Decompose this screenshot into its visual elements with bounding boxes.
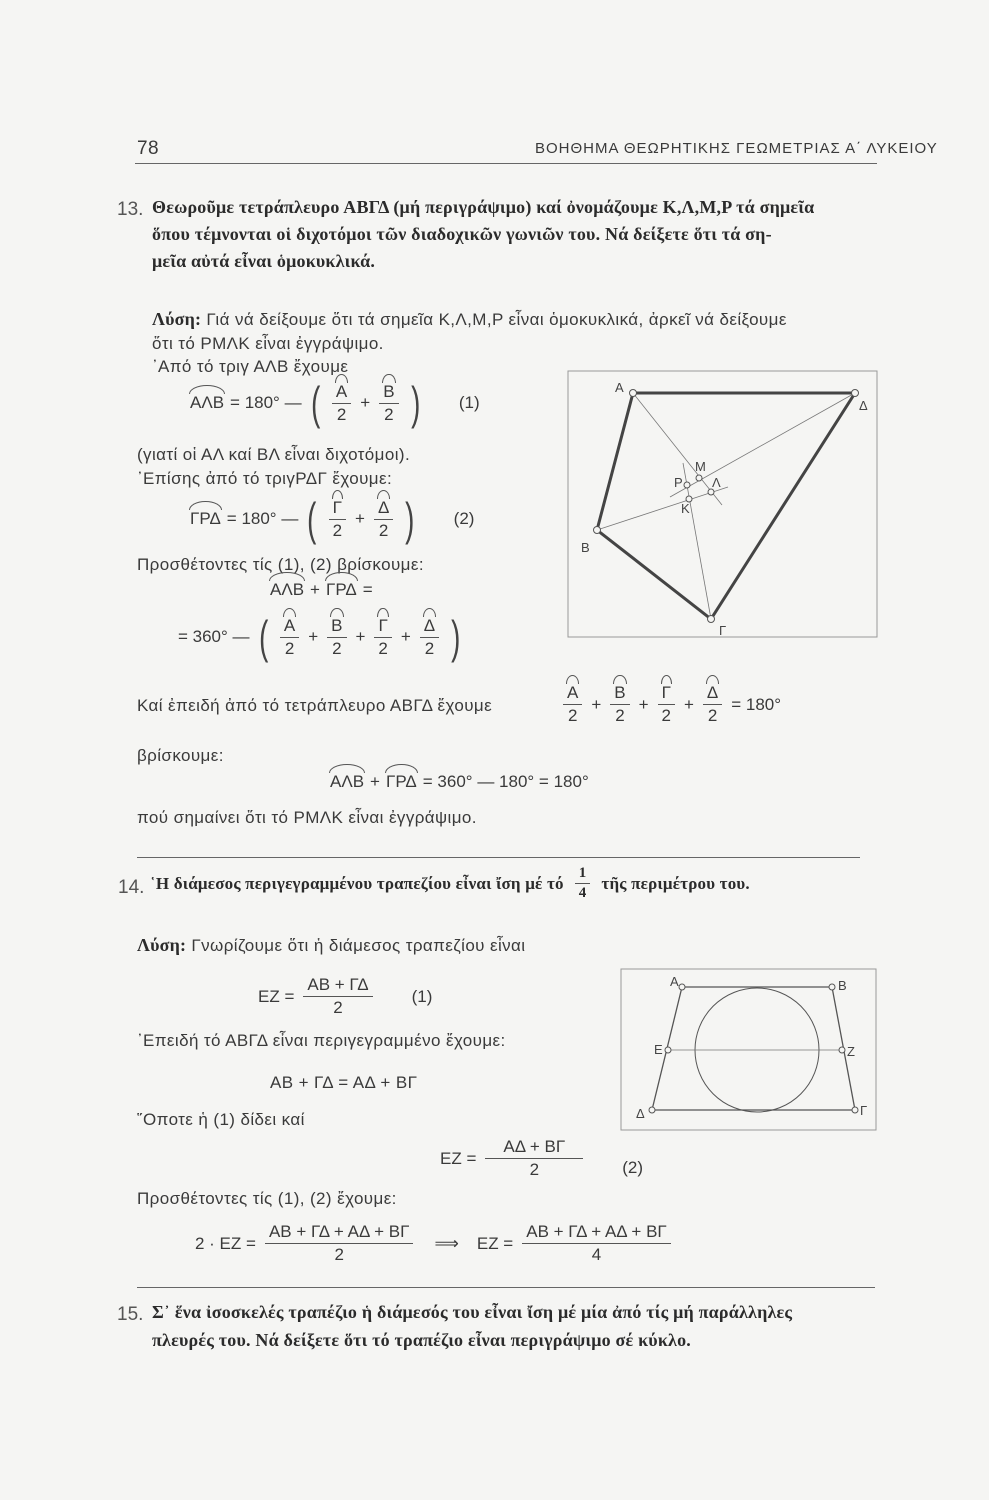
solution-line: ᾿Από τό τριγ ΑΛΒ ἔχουμε [152,357,349,376]
solution-line: Προσθέτοντες τίς (1), (2) ἔχουμε: [137,1189,397,1208]
label-Z: Ζ [847,1044,855,1059]
equation-4 [560,683,781,726]
statement-text: ῾Η διάμεσος περιγεγραμμένου τραπεζίου εἶναι ἴση μέ τό [150,873,564,893]
operator: + [683,694,694,714]
equation-3a [270,580,373,600]
eq-text: = 180° — [226,509,299,528]
eq-text: ΕΖ = [476,1233,514,1253]
label-A: Α [670,974,679,989]
angle: Δ [423,615,436,635]
denominator: 2 [378,520,389,540]
denominator: 2 [707,706,718,725]
denominator: 2 [284,638,295,658]
label-M: Μ [695,459,706,474]
angle: Β [383,381,395,401]
solution-text: Γιά νά δείξουμε ὅτι τά σημεῖα Κ,Λ,Μ,Ρ εἶναι ὁμοκυκλικά, ἀρκεῖ νά δείξουμε [206,310,787,329]
numerator: ΑΔ + ΒΓ [485,1137,583,1159]
operator: + [308,627,319,646]
problem-statement-line: ὅπου τέμνονται οἱ διχοτόμοι τῶν διαδοχικῶν γωνιῶν του. Νά δείξετε ὅτι τά ση- [152,224,772,244]
denominator: 4 [578,885,587,901]
problem-statement-line: μεῖα αὐτά εἶναι ὁμοκυκλικά. [152,251,376,271]
header-rule [135,163,877,164]
solution-text: Γνωρίζουμε ὅτι ἡ διάμεσος τραπεζίου εἶναι [191,936,526,955]
solution-line: ᾿Επίσης ἀπό τό τριγΡΔΓ ἔχουμε: [137,469,393,488]
label-P: Ρ [674,475,683,490]
angle: Δ [706,683,719,702]
eq-text: = 180° — [230,393,302,412]
label-E: Ε [654,1042,663,1057]
label-L: Λ [712,475,721,490]
denominator: 2 [661,706,671,725]
label-G: Γ [719,623,727,638]
eq-text: 2 · ΕΖ = [195,1233,256,1253]
equation-tag: (2) [453,509,475,528]
solution-label: Λύση: [152,309,202,329]
statement-text: τῆς περιμέτρου του. [601,873,750,893]
denominator: 4 [591,1245,602,1264]
page-number: 78 [137,138,159,159]
numerator: ΑΒ + ΓΔ + ΑΔ + ΒΓ [522,1222,671,1244]
angle: ΑΛΒ [330,772,365,791]
numerator: 1 [575,865,591,884]
operator: + [355,509,365,528]
equation-tag: (1) [458,393,480,412]
problem-statement [150,865,750,902]
operator: + [355,627,366,646]
label-B: Β [581,540,590,555]
equation-4 [195,1222,674,1265]
denominator: 2 [384,404,394,424]
solution-line: Καί ἐπειδή ἀπό τό τετράπλευρο ΑΒΓΔ ἔχουμε [137,696,493,715]
angle: ΑΛΒ [190,393,225,412]
equation-1: ΑΛΒ = 180° — ( Α 2 + $\frac{B}{2}$ ) (1) [190,377,480,429]
problem-statement-line: πλευρές του. Νά δείξετε ὅτι τό τραπέζιο εἶναι περιγράψιμο σέ κύκλο. [152,1330,691,1350]
angle: ΓΡΔ [190,509,221,528]
denominator: 2 [334,1245,344,1264]
solution-label: Λύση: [137,935,187,955]
angle: Α [335,381,348,401]
denominator: 2 [336,404,347,424]
denominator: 2 [615,706,625,725]
problem-statement-line: Θεωροῦμε τετράπλευρο ΑΒΓΔ (μή περιγράψιμο) καί ὀνομάζουμε Κ,Λ,Μ,Ρ τά σημεῖα [152,197,815,217]
label-D: Δ [859,398,868,413]
angle: Γ [332,497,343,517]
section-rule [137,857,860,858]
problem-number: 15. [117,1304,144,1325]
implies-arrow: ⟹ [434,1233,459,1253]
numerator: ΑΒ + ΓΔ [303,975,372,997]
section-rule [137,1287,875,1288]
eq-text: ΕΖ = [440,1148,477,1168]
label-A: Α [615,380,624,395]
denominator: 2 [333,998,343,1017]
equation-5 [330,772,589,792]
angle: Δ [377,497,390,517]
solution-line: πού σημαίνει ὅτι τό ΡΜΛΚ εἶναι ἐγγράψιμο. [137,808,477,827]
solution-line: βρίσκουμε: [137,746,224,765]
denominator: 2 [378,638,388,658]
solution-line [152,309,787,330]
label-K: Κ [681,501,690,516]
angle: Α [283,615,296,635]
operator: + [310,580,320,599]
problem-number: 14. [118,877,145,898]
equation-2: ΓΡΔ = 180° — ( Γ 2 + $\frac{\Delta}{2}$ ) (2) [190,493,475,545]
operator: = [362,580,373,599]
equation-3 [440,1137,643,1180]
operator: + [591,694,602,714]
denominator: 2 [567,706,578,725]
angle: Γ [378,615,388,635]
operator: + [638,694,649,714]
solution-line [137,935,525,956]
solution-line: ὅτι τό ΡΜΛΚ εἶναι ἐγγράψιμο. [152,334,384,353]
eq-text: = 360° — 180° = 180° [422,772,589,791]
denominator: 2 [332,520,343,540]
operator: + [360,393,371,412]
equation-2: ΑΒ + ΓΔ = ΑΔ + ΒΓ [270,1073,418,1092]
angle: Β [331,615,343,635]
eq-text: = 180° [731,694,782,714]
solution-line: Προσθέτοντες τίς (1), (2) βρίσκουμε: [137,555,424,574]
label-B: Β [838,978,847,993]
eq-text: ΕΖ = [258,986,295,1006]
equation-tag: (1) [411,986,433,1006]
angle: Α [567,683,579,702]
denominator: 2 [529,1160,540,1179]
numerator: ΑΒ + ΓΔ + ΑΔ + ΒΓ [265,1222,414,1244]
operator: + [370,772,380,791]
equation-1 [258,975,432,1018]
equation-tag: (2) [622,1157,643,1177]
equation-3b: = 360° — ( Α 2 + $\frac{B}{2}$ + $\frac{\Gamma}{2}$ + $\frac{\Delta}{2}$ ) [178,611,461,663]
operator: + [400,627,411,646]
problem-number: 13. [117,199,144,220]
denominator: 2 [424,638,435,658]
label-G: Γ [860,1103,868,1118]
angle: ΑΛΒ [270,580,305,599]
solution-line: (γιατί οἱ ΑΛ καί ΒΛ εἶναι διχοτόμοι). [137,445,411,464]
angle: Β [614,683,626,702]
angle: ΓΡΔ [325,580,357,599]
running-title: ΒΟΗΘΗΜΑ ΘΕΩΡΗΤΙΚΗΣ ΓΕΩΜΕΤΡΙΑΣ Α΄ ΛΥΚΕΙΟΥ [535,140,938,157]
label-D: Δ [636,1106,645,1121]
solution-line: ᾿Επειδή τό ΑΒΓΔ εἶναι περιγεγραμμένο ἔχουμε: [137,1031,506,1050]
denominator: 2 [332,638,342,658]
trapezoid-figure [620,968,878,1132]
solution-line: ῞Οποτε ἡ (1) δίδει καί [137,1110,305,1129]
eq-text: = 360° — [178,627,250,646]
angle: ΓΡΔ [385,772,417,791]
angle: Γ [661,683,671,702]
problem-statement-line: Σ᾿ ἕνα ἰσοσκελές τραπέζιο ἡ διάμεσός του εἶναι ἴση μέ μία ἀπό τίς μή παράλληλες [152,1302,793,1322]
quadrilateral-figure [567,370,879,640]
